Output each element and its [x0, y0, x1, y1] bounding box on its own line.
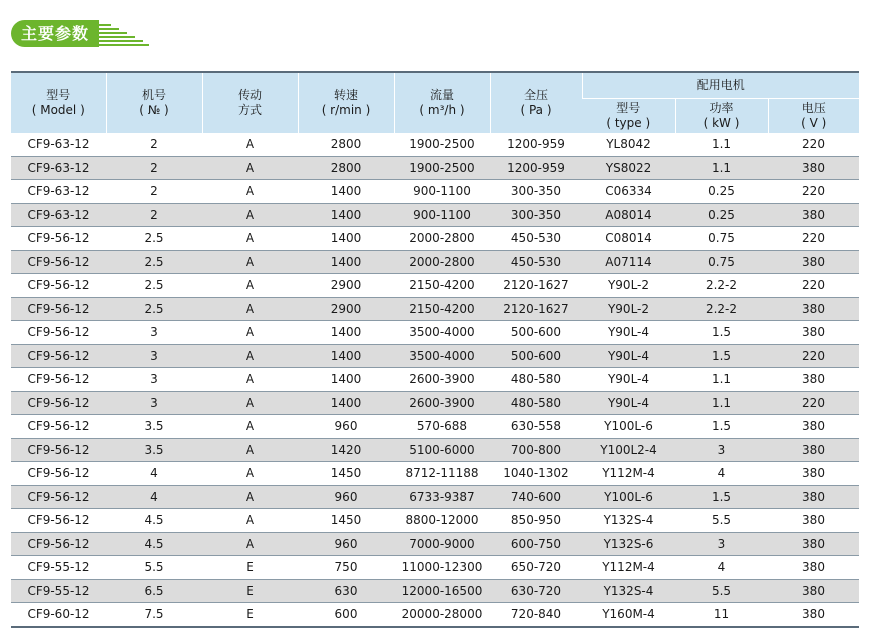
- fan-no-cell: 4.5: [106, 509, 202, 533]
- header-fan-no: 机号 ( № ): [106, 72, 202, 133]
- table-row: [11, 462, 859, 486]
- model-cell: CF9-56-12: [11, 344, 106, 368]
- model-cell: CF9-56-12: [11, 227, 106, 251]
- motor-type-cell: C08014: [582, 227, 675, 251]
- drive-cell: A: [202, 250, 298, 274]
- motor-power-cell: 11: [675, 603, 768, 627]
- pressure-cell: 450-530: [490, 250, 582, 274]
- motor-power-cell: 0.75: [675, 250, 768, 274]
- motor-type-cell: A08014: [582, 203, 675, 227]
- speed-cell: 960: [298, 485, 394, 509]
- model-cell: CF9-56-12: [11, 368, 106, 392]
- fan-no-cell: 4.5: [106, 532, 202, 556]
- motor-type-cell: Y90L-2: [582, 297, 675, 321]
- flow-cell: 1900-2500: [394, 156, 490, 180]
- flow-cell: 8800-12000: [394, 509, 490, 533]
- model-cell: CF9-63-12: [11, 133, 106, 156]
- pressure-cell: 720-840: [490, 603, 582, 627]
- motor-type-cell: YL8042: [582, 133, 675, 156]
- drive-cell: A: [202, 415, 298, 439]
- drive-cell: A: [202, 462, 298, 486]
- fan-no-cell: 3: [106, 344, 202, 368]
- table-row: [11, 532, 859, 556]
- flow-cell: 2600-3900: [394, 368, 490, 392]
- motor-type-cell: A07114: [582, 250, 675, 274]
- pressure-cell: 630-720: [490, 579, 582, 603]
- motor-type-cell: Y112M-4: [582, 462, 675, 486]
- speed-cell: 1400: [298, 321, 394, 345]
- model-cell: CF9-56-12: [11, 297, 106, 321]
- pressure-cell: 700-800: [490, 438, 582, 462]
- motor-voltage-cell: 380: [768, 415, 859, 439]
- parameters-table: [11, 71, 859, 628]
- flow-cell: 570-688: [394, 415, 490, 439]
- motor-voltage-cell: 380: [768, 532, 859, 556]
- motor-voltage-cell: 380: [768, 509, 859, 533]
- speed-cell: 1400: [298, 344, 394, 368]
- model-cell: CF9-56-12: [11, 509, 106, 533]
- motor-type-cell: Y100L-6: [582, 485, 675, 509]
- motor-type-cell: Y100L-6: [582, 415, 675, 439]
- model-cell: CF9-56-12: [11, 415, 106, 439]
- header-motor-type: 型号 ( type ): [582, 99, 675, 134]
- motor-type-cell: YS8022: [582, 156, 675, 180]
- motor-power-cell: 2.2-2: [675, 297, 768, 321]
- model-cell: CF9-56-12: [11, 462, 106, 486]
- motor-voltage-cell: 380: [768, 438, 859, 462]
- flow-cell: 2150-4200: [394, 274, 490, 298]
- motor-voltage-cell: 380: [768, 250, 859, 274]
- motor-power-cell: 5.5: [675, 509, 768, 533]
- pressure-cell: 480-580: [490, 391, 582, 415]
- motor-voltage-cell: 220: [768, 227, 859, 251]
- pressure-cell: 1200-959: [490, 133, 582, 156]
- flow-cell: 3500-4000: [394, 344, 490, 368]
- fan-no-cell: 2: [106, 133, 202, 156]
- flow-cell: 11000-12300: [394, 556, 490, 580]
- flow-cell: 20000-28000: [394, 603, 490, 627]
- title-stripes-decoration: [95, 22, 159, 48]
- speed-cell: 750: [298, 556, 394, 580]
- table-row: [11, 203, 859, 227]
- table-row: [11, 274, 859, 298]
- speed-cell: 1450: [298, 509, 394, 533]
- speed-cell: 1400: [298, 227, 394, 251]
- flow-cell: 2000-2800: [394, 250, 490, 274]
- fan-no-cell: 3.5: [106, 415, 202, 439]
- speed-cell: 2800: [298, 156, 394, 180]
- pressure-cell: 480-580: [490, 368, 582, 392]
- drive-cell: A: [202, 274, 298, 298]
- motor-voltage-cell: 380: [768, 321, 859, 345]
- motor-type-cell: C06334: [582, 180, 675, 204]
- pressure-cell: 300-350: [490, 180, 582, 204]
- table-row: [11, 180, 859, 204]
- fan-no-cell: 2: [106, 180, 202, 204]
- motor-voltage-cell: 380: [768, 297, 859, 321]
- motor-power-cell: 1.5: [675, 344, 768, 368]
- pressure-cell: 1040-1302: [490, 462, 582, 486]
- pressure-cell: 600-750: [490, 532, 582, 556]
- model-cell: CF9-63-12: [11, 203, 106, 227]
- drive-cell: A: [202, 321, 298, 345]
- flow-cell: 900-1100: [394, 180, 490, 204]
- drive-cell: A: [202, 156, 298, 180]
- pressure-cell: 500-600: [490, 321, 582, 345]
- motor-power-cell: 4: [675, 462, 768, 486]
- motor-power-cell: 0.25: [675, 203, 768, 227]
- speed-cell: 1450: [298, 462, 394, 486]
- table-row: [11, 297, 859, 321]
- fan-no-cell: 2: [106, 203, 202, 227]
- pressure-cell: 500-600: [490, 344, 582, 368]
- table-row: [11, 321, 859, 345]
- motor-type-cell: Y132S-4: [582, 509, 675, 533]
- motor-voltage-cell: 380: [768, 579, 859, 603]
- header-flow: 流量 ( m³/h ): [394, 72, 490, 133]
- speed-cell: 1400: [298, 391, 394, 415]
- table-row: [11, 556, 859, 580]
- speed-cell: 1400: [298, 180, 394, 204]
- flow-cell: 7000-9000: [394, 532, 490, 556]
- drive-cell: A: [202, 133, 298, 156]
- motor-voltage-cell: 380: [768, 556, 859, 580]
- fan-no-cell: 3.5: [106, 438, 202, 462]
- motor-voltage-cell: 220: [768, 180, 859, 204]
- fan-no-cell: 2.5: [106, 274, 202, 298]
- motor-power-cell: 1.5: [675, 321, 768, 345]
- flow-cell: 6733-9387: [394, 485, 490, 509]
- table-row: [11, 250, 859, 274]
- header-motor-power: 功率 ( kW ): [675, 99, 768, 134]
- motor-type-cell: Y132S-6: [582, 532, 675, 556]
- speed-cell: 960: [298, 415, 394, 439]
- table-row: [11, 415, 859, 439]
- motor-voltage-cell: 220: [768, 133, 859, 156]
- flow-cell: 3500-4000: [394, 321, 490, 345]
- header-speed: 转速 ( r/min ): [298, 72, 394, 133]
- pressure-cell: 1200-959: [490, 156, 582, 180]
- table-body: [11, 133, 859, 627]
- section-title: 主要参数: [11, 20, 99, 47]
- speed-cell: 630: [298, 579, 394, 603]
- motor-voltage-cell: 220: [768, 391, 859, 415]
- speed-cell: 2800: [298, 133, 394, 156]
- motor-type-cell: Y160M-4: [582, 603, 675, 627]
- model-cell: CF9-56-12: [11, 485, 106, 509]
- motor-type-cell: Y90L-4: [582, 344, 675, 368]
- motor-power-cell: 0.75: [675, 227, 768, 251]
- table-row: [11, 391, 859, 415]
- drive-cell: A: [202, 509, 298, 533]
- speed-cell: 600: [298, 603, 394, 627]
- table-row: [11, 438, 859, 462]
- motor-type-cell: Y132S-4: [582, 579, 675, 603]
- motor-voltage-cell: 380: [768, 603, 859, 627]
- drive-cell: A: [202, 368, 298, 392]
- motor-voltage-cell: 380: [768, 462, 859, 486]
- motor-power-cell: 1.1: [675, 391, 768, 415]
- fan-no-cell: 4: [106, 462, 202, 486]
- motor-power-cell: 4: [675, 556, 768, 580]
- pressure-cell: 740-600: [490, 485, 582, 509]
- motor-power-cell: 3: [675, 532, 768, 556]
- motor-power-cell: 1.1: [675, 156, 768, 180]
- motor-power-cell: 1.5: [675, 415, 768, 439]
- motor-voltage-cell: 380: [768, 156, 859, 180]
- fan-no-cell: 2: [106, 156, 202, 180]
- fan-no-cell: 3: [106, 368, 202, 392]
- speed-cell: 1420: [298, 438, 394, 462]
- header-drive-mode: 传动 方式: [202, 72, 298, 133]
- drive-cell: A: [202, 438, 298, 462]
- fan-no-cell: 7.5: [106, 603, 202, 627]
- motor-voltage-cell: 220: [768, 344, 859, 368]
- drive-cell: A: [202, 203, 298, 227]
- fan-no-cell: 6.5: [106, 579, 202, 603]
- speed-cell: 2900: [298, 297, 394, 321]
- motor-type-cell: Y90L-2: [582, 274, 675, 298]
- motor-voltage-cell: 380: [768, 485, 859, 509]
- motor-power-cell: 1.1: [675, 133, 768, 156]
- table-row: [11, 133, 859, 156]
- header-motor-group: 配用电机: [582, 72, 859, 99]
- fan-no-cell: 5.5: [106, 556, 202, 580]
- motor-power-cell: 5.5: [675, 579, 768, 603]
- pressure-cell: 850-950: [490, 509, 582, 533]
- drive-cell: E: [202, 579, 298, 603]
- speed-cell: 1400: [298, 250, 394, 274]
- speed-cell: 1400: [298, 203, 394, 227]
- pressure-cell: 2120-1627: [490, 297, 582, 321]
- drive-cell: A: [202, 297, 298, 321]
- pressure-cell: 2120-1627: [490, 274, 582, 298]
- flow-cell: 8712-11188: [394, 462, 490, 486]
- table-row: [11, 579, 859, 603]
- fan-no-cell: 2.5: [106, 227, 202, 251]
- motor-type-cell: Y100L2-4: [582, 438, 675, 462]
- model-cell: CF9-56-12: [11, 274, 106, 298]
- fan-no-cell: 3: [106, 321, 202, 345]
- motor-power-cell: 3: [675, 438, 768, 462]
- speed-cell: 960: [298, 532, 394, 556]
- motor-voltage-cell: 380: [768, 368, 859, 392]
- table-row: [11, 227, 859, 251]
- fan-no-cell: 2.5: [106, 250, 202, 274]
- table-row: [11, 156, 859, 180]
- motor-type-cell: Y90L-4: [582, 321, 675, 345]
- motor-power-cell: 1.1: [675, 368, 768, 392]
- model-cell: CF9-56-12: [11, 321, 106, 345]
- drive-cell: A: [202, 180, 298, 204]
- motor-power-cell: 2.2-2: [675, 274, 768, 298]
- table-row: [11, 344, 859, 368]
- flow-cell: 2000-2800: [394, 227, 490, 251]
- table-row: [11, 368, 859, 392]
- pressure-cell: 650-720: [490, 556, 582, 580]
- model-cell: CF9-56-12: [11, 532, 106, 556]
- motor-type-cell: Y90L-4: [582, 368, 675, 392]
- flow-cell: 5100-6000: [394, 438, 490, 462]
- model-cell: CF9-56-12: [11, 250, 106, 274]
- motor-power-cell: 1.5: [675, 485, 768, 509]
- table-row: [11, 485, 859, 509]
- speed-cell: 1400: [298, 368, 394, 392]
- flow-cell: 2600-3900: [394, 391, 490, 415]
- model-cell: CF9-60-12: [11, 603, 106, 627]
- model-cell: CF9-63-12: [11, 156, 106, 180]
- model-cell: CF9-63-12: [11, 180, 106, 204]
- drive-cell: E: [202, 556, 298, 580]
- header-pressure: 全压 ( Pa ): [490, 72, 582, 133]
- header-model: 型号 ( Model ): [11, 72, 106, 133]
- section-title-badge: [11, 20, 99, 47]
- flow-cell: 12000-16500: [394, 579, 490, 603]
- motor-type-cell: Y112M-4: [582, 556, 675, 580]
- drive-cell: E: [202, 603, 298, 627]
- speed-cell: 2900: [298, 274, 394, 298]
- pressure-cell: 450-530: [490, 227, 582, 251]
- drive-cell: A: [202, 344, 298, 368]
- drive-cell: A: [202, 532, 298, 556]
- drive-cell: A: [202, 391, 298, 415]
- pressure-cell: 300-350: [490, 203, 582, 227]
- motor-type-cell: Y90L-4: [582, 391, 675, 415]
- table-row: [11, 509, 859, 533]
- table-header: [11, 72, 859, 133]
- motor-voltage-cell: 380: [768, 203, 859, 227]
- drive-cell: A: [202, 485, 298, 509]
- flow-cell: 2150-4200: [394, 297, 490, 321]
- motor-power-cell: 0.25: [675, 180, 768, 204]
- drive-cell: A: [202, 227, 298, 251]
- flow-cell: 900-1100: [394, 203, 490, 227]
- motor-voltage-cell: 220: [768, 274, 859, 298]
- fan-no-cell: 3: [106, 391, 202, 415]
- fan-no-cell: 2.5: [106, 297, 202, 321]
- flow-cell: 1900-2500: [394, 133, 490, 156]
- model-cell: CF9-56-12: [11, 438, 106, 462]
- fan-no-cell: 4: [106, 485, 202, 509]
- pressure-cell: 630-558: [490, 415, 582, 439]
- model-cell: CF9-56-12: [11, 391, 106, 415]
- header-motor-voltage: 电压 ( V ): [768, 99, 859, 134]
- model-cell: CF9-55-12: [11, 579, 106, 603]
- model-cell: CF9-55-12: [11, 556, 106, 580]
